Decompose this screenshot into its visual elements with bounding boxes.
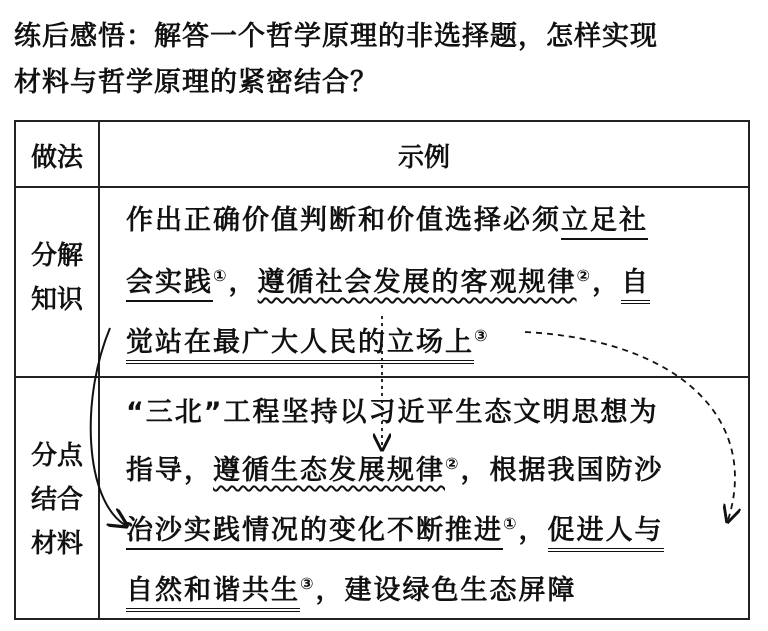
- text-segment: ，建设绿色生态屏障: [315, 575, 577, 606]
- text-segment: 作出正确价值判断和价值选择必须: [126, 205, 561, 236]
- text-segment: 自然和谐共生: [126, 575, 300, 612]
- question-line-2: 材料与哲学原理的紧密结合？: [14, 67, 378, 98]
- text-segment: 觉站在最广大人民的立场上: [126, 327, 474, 364]
- text-segment: 遵循社会发展的客观规律: [257, 267, 577, 298]
- row-label-line: 知识: [30, 285, 83, 315]
- footnote-marker: ③: [474, 326, 490, 345]
- text-segment: 自: [621, 267, 650, 304]
- footnote-marker: ①: [213, 266, 229, 285]
- footnote-marker: ①: [503, 514, 519, 533]
- row-label-line: 分解: [30, 241, 83, 271]
- text-segment: ，: [228, 267, 258, 298]
- row-label-line: 材料: [30, 529, 83, 559]
- row-label-line: 分点: [30, 441, 83, 471]
- header-method: 做法: [30, 142, 83, 173]
- text-segment: 立足社: [561, 205, 648, 240]
- text-segment: 治沙实践情况的变化不断推进: [126, 515, 503, 550]
- arrow-people: [525, 332, 735, 520]
- row-label-line: 结合: [30, 485, 83, 515]
- text-segment: ，: [592, 267, 622, 298]
- text-segment: 促进人与: [548, 515, 664, 552]
- footnote-marker: ③: [300, 574, 316, 593]
- header-example: 示例: [397, 142, 450, 173]
- text-segment: 指导，: [126, 455, 213, 486]
- text-segment: ，根据我国防沙: [460, 455, 664, 486]
- text-segment: 会实践: [126, 267, 213, 302]
- text-segment: 遵循生态发展规律: [213, 455, 445, 486]
- text-segment: “三北”工程坚持以习近平生态文明思想为: [126, 397, 659, 428]
- footnote-marker: ②: [576, 266, 593, 285]
- question-line-1: 练后感悟：解答一个哲学原理的非选择题，怎样实现: [14, 21, 658, 52]
- text-segment: ，: [518, 515, 548, 546]
- arrow-practice: [91, 328, 125, 525]
- footnote-marker: ②: [445, 454, 461, 473]
